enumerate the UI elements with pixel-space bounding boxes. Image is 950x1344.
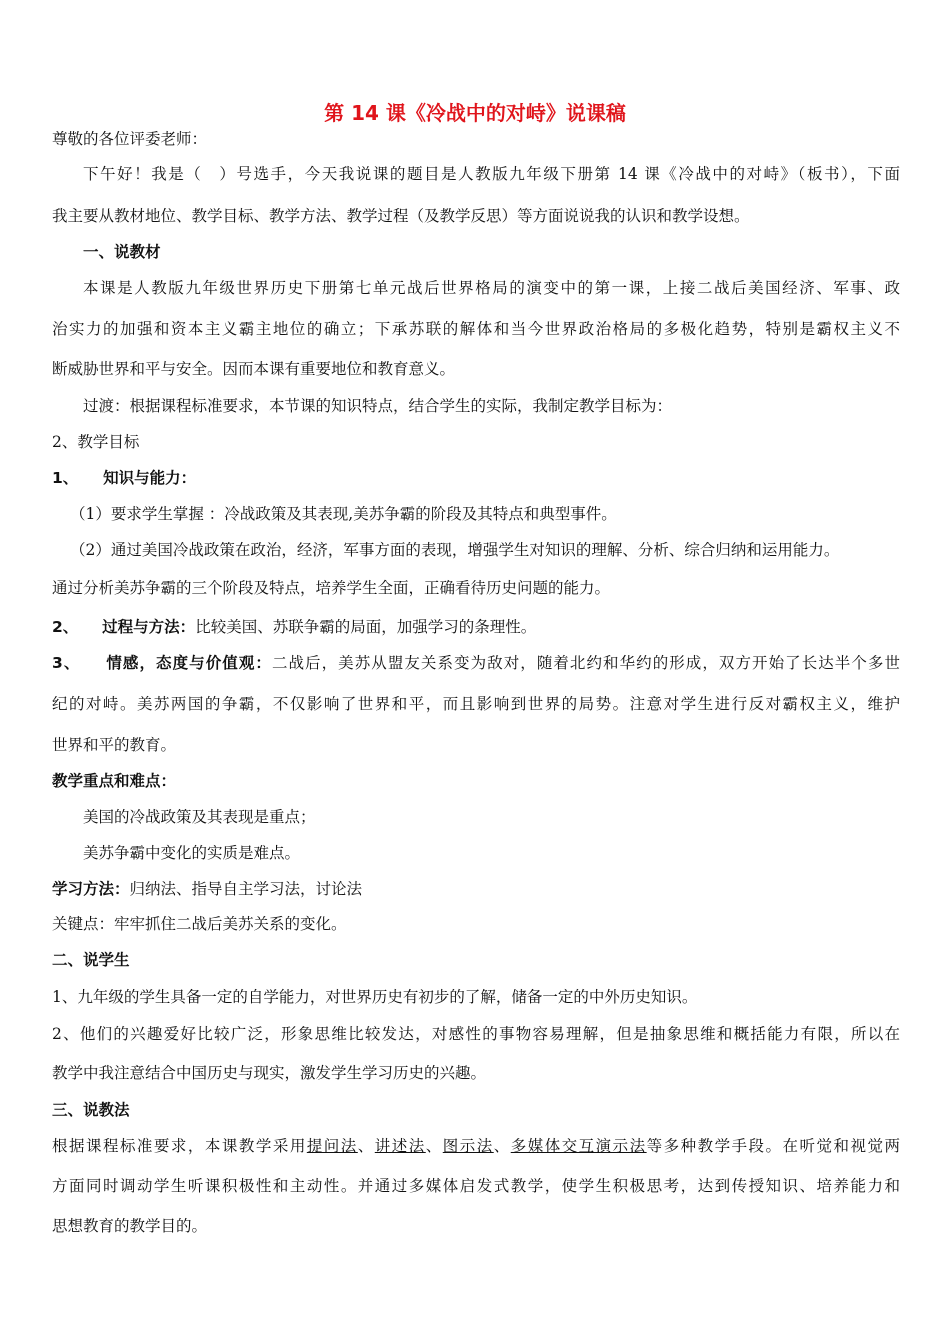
goal-number: 1、	[52, 469, 79, 487]
textbook-paragraph-line: 本课是人教版九年级世界历史下册第七单元战后世界格局的演变中的第一课，上接二战后美国经济、军事、政	[83, 279, 900, 297]
method-multimedia: 多媒体交互演示法	[510, 1137, 647, 1155]
goal-item: （2）通过美国冷战政策在政治，经济，军事方面的表现，增强学生对知识的理解、分析、综合归纳和运用能力。	[70, 541, 840, 559]
students-item-1: 1、九年级的学生具备一定的自学能力，对世界历史有初步的了解，储备一定的中外历史知识。	[52, 988, 698, 1006]
section-heading-students: 二、说学生	[52, 951, 130, 969]
separator: 、	[357, 1137, 375, 1155]
section-heading-methods: 三、说教法	[52, 1101, 130, 1119]
students-item-2-line: 教学中我注意结合中国历史与现实，激发学生学习历史的兴趣。	[52, 1064, 487, 1082]
goal-number: 2、	[52, 618, 79, 636]
goal-item: （1）要求学生掌握 ：冷战政策及其表现,美苏争霸的阶段及其特点和典型事件。	[70, 505, 617, 523]
method-questioning: 提问法	[306, 1137, 358, 1155]
goal-knowledge	[52, 468, 900, 488]
goals-heading: 2、教学目标	[52, 433, 140, 451]
goal-process	[52, 617, 900, 637]
difficulty-text: 美苏争霸中变化的实质是难点。	[83, 844, 301, 862]
goal-label: 情感，态度与价值观：	[106, 654, 272, 672]
transition-text: 过渡：根据课程标准要求，本节课的知识特点，结合学生的实际，我制定教学目标为：	[83, 397, 673, 415]
methods-paragraph-line: 思想教育的教学目的。	[52, 1217, 208, 1235]
goal-number: 3、	[52, 654, 81, 672]
intro-line-1: 下午好！我是（ ）号选手，今天我说课的题目是人教版九年级下册第 14 课《冷战中的对峙》（板书），下面	[83, 165, 900, 183]
separator: 、	[425, 1137, 443, 1155]
goal-text: 比较美国、苏联争霸的局面，加强学习的条理性。	[195, 618, 537, 636]
textbook-paragraph-line: 断威胁世界和平与安全。因而本课有重要地位和教育意义。	[52, 360, 456, 378]
goal-item: 通过分析美苏争霸的三个阶段及特点，培养学生全面，正确看待历史问题的能力。	[52, 579, 611, 597]
intro-line-2: 我主要从教材地位、教学目标、教学方法、教学过程（及教学反思）等方面说说我的认识和教学设想。	[52, 207, 750, 225]
goal-emotion-line: 纪的对峙。美苏两国的争霸，不仅影响了世界和平，而且影响到世界的局势。注意对学生进行反对霸权主义，维护	[52, 695, 900, 713]
keypoint-text: 美国的冷战政策及其表现是重点；	[83, 808, 316, 826]
greeting: 尊敬的各位评委老师：	[52, 130, 208, 148]
goal-emotion-line: 世界和平的教育。	[52, 736, 177, 754]
textbook-paragraph-line: 治实力的加强和资本主义霸主地位的确立；下承苏联的解体和当今世界政治格局的多极化趋势，特别是霸权主义不	[52, 320, 900, 338]
methods-paragraph-line: 方面同时调动学生听课积极性和主动性。并通过多媒体启发式教学，使学生积极思考，达到传授知识、培养能力和	[52, 1177, 900, 1195]
goal-label: 知识与能力：	[103, 469, 197, 487]
students-item-2-line: 2、他们的兴趣爱好比较广泛，形象思维比较发达，对感性的事物容易理解，但是抽象思维和概括能力有限，所以在	[52, 1025, 900, 1043]
goal-emotion	[52, 653, 900, 673]
goal-text: 二战后，美苏从盟友关系变为敌对，随着北约和华约的形成，双方开始了长达半个多世	[271, 654, 900, 672]
section-heading-textbook: 一、说教材	[83, 243, 161, 261]
learning-method	[52, 879, 900, 899]
key-text: 牢牢抓住二战后美苏关系的变化。	[114, 915, 347, 933]
key-label: 关键点：	[52, 915, 115, 933]
methods-intro-text: 根据课程标准要求，本课教学采用	[52, 1137, 307, 1155]
key-point-line	[52, 914, 900, 934]
separator: 、	[493, 1137, 511, 1155]
method-diagram: 图示法	[442, 1137, 494, 1155]
method-text: 归纳法、指导自主学习法，讨论法	[129, 880, 363, 898]
keypoints-heading: 教学重点和难点：	[52, 772, 177, 790]
methods-intro-end: 等多种教学手段。在听觉和视觉两	[646, 1137, 900, 1155]
goal-label: 过程与方法：	[102, 618, 196, 636]
page-title: 第 14 课《冷战中的对峙》说课稿	[324, 101, 626, 125]
method-narration: 讲述法	[374, 1137, 426, 1155]
methods-paragraph-line	[52, 1136, 900, 1156]
method-label: 学习方法：	[52, 880, 130, 898]
